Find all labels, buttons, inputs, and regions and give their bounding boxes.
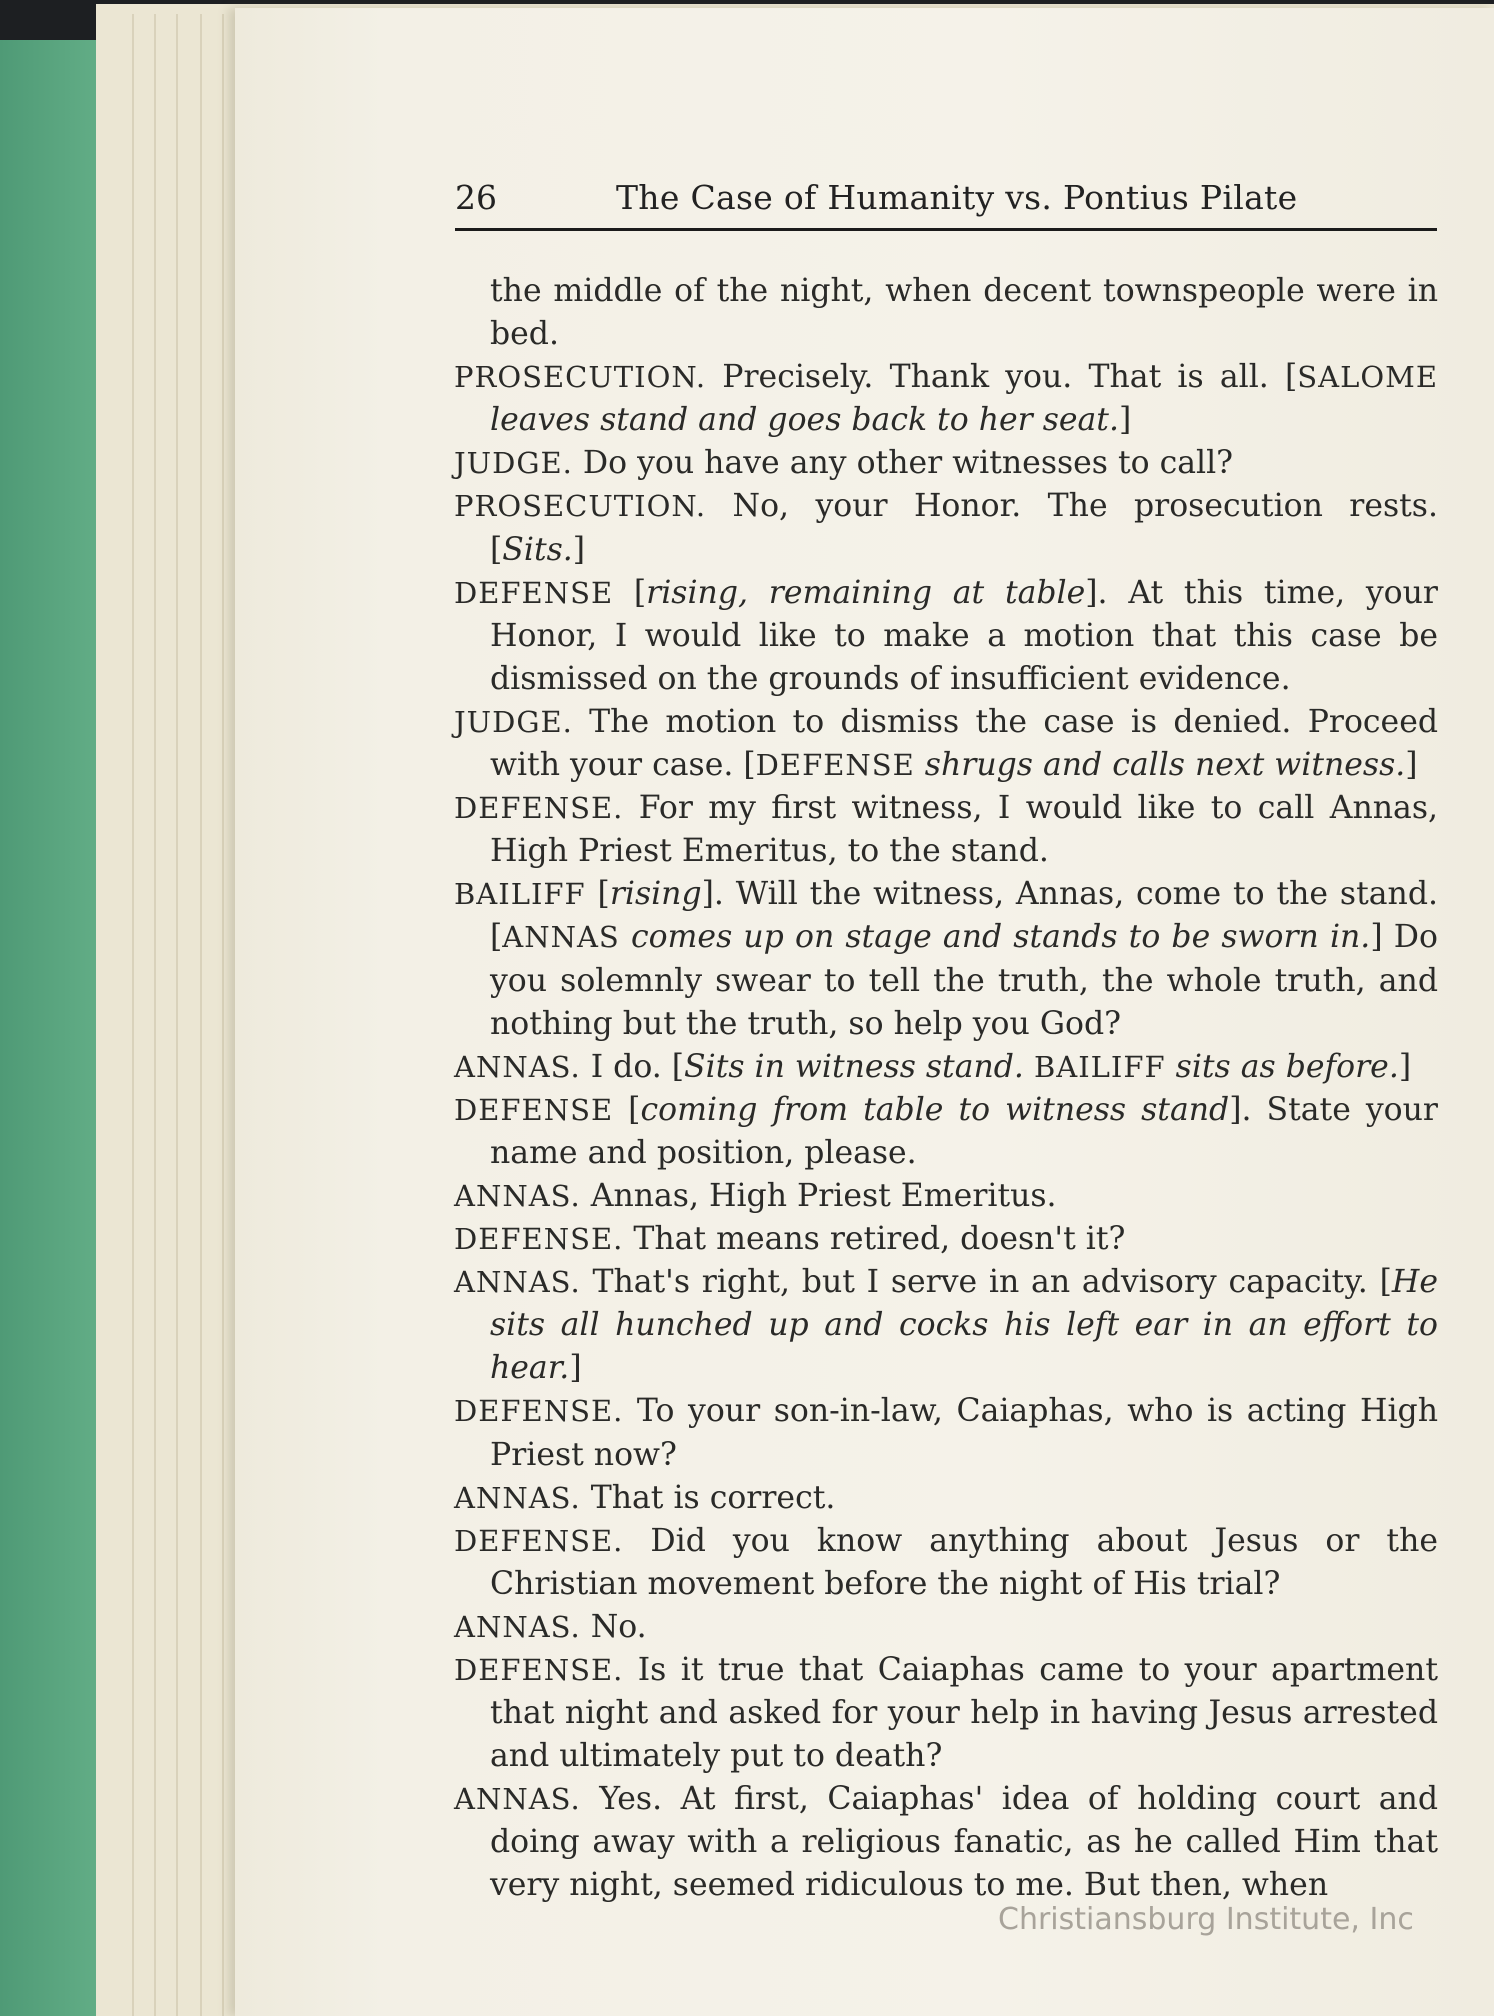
dialogue-text: I do. [ bbox=[580, 1048, 685, 1085]
dialogue-text: To your son-in-law, Caiaphas, who is acting High Priest now? bbox=[490, 1393, 1438, 1473]
dialogue-text: ] bbox=[1118, 402, 1132, 439]
dialogue-paragraph bbox=[454, 270, 1438, 356]
speaker-name: DEFENSE. bbox=[454, 1523, 624, 1558]
dialogue-text: ]. State your name and position, please. bbox=[490, 1091, 1438, 1171]
speaker-name: DEFENSE. bbox=[454, 1394, 624, 1429]
speaker-name: PROSECUTION. bbox=[454, 360, 707, 395]
page-edge-line bbox=[132, 14, 134, 2016]
dialogue-text: ] Do you solemnly swear to tell the truth, the whole truth, and nothing but the truth, so help you God? bbox=[490, 919, 1438, 1042]
page-header bbox=[455, 178, 1437, 232]
dialogue-paragraph bbox=[454, 1175, 1438, 1218]
stage-direction: Sits in witness stand. bbox=[684, 1048, 1034, 1085]
character-name: SALOME bbox=[1297, 360, 1438, 395]
dialogue-text: That is correct. bbox=[580, 1479, 836, 1516]
watermark: Christiansburg Institute, Inc bbox=[998, 1902, 1414, 1937]
dialogue-paragraph bbox=[454, 1261, 1438, 1390]
stage-direction: Sits. bbox=[502, 531, 573, 568]
speaker-name: DEFENSE. bbox=[454, 1653, 624, 1687]
speaker-name: JUDGE. bbox=[454, 446, 573, 481]
speaker-name: ANNAS. bbox=[454, 1265, 581, 1300]
dialogue-paragraph bbox=[454, 1089, 1438, 1175]
character-name: ANNAS bbox=[502, 920, 620, 955]
stage-direction: rising bbox=[609, 876, 702, 913]
stage-direction: leaves stand and goes back to her seat. bbox=[490, 402, 1119, 439]
page-edge-line bbox=[154, 14, 156, 2016]
stage-direction: coming from table to witness stand bbox=[640, 1091, 1230, 1128]
dialogue-text: the middle of the night, when decent townspeople were in bed. bbox=[490, 273, 1438, 353]
stage-direction: sits as before. bbox=[1165, 1048, 1399, 1085]
stage-direction: shrugs and calls next witness. bbox=[914, 747, 1406, 784]
dialogue-paragraph bbox=[454, 1218, 1438, 1261]
dialogue-text: ] bbox=[1398, 1048, 1412, 1085]
dialogue-text: That's right, but I serve in an advisory capacity. [ bbox=[580, 1264, 1392, 1301]
dialogue-paragraph bbox=[454, 356, 1438, 442]
dialogue-paragraph bbox=[454, 701, 1438, 787]
speaker-name: DEFENSE. bbox=[454, 791, 624, 826]
dialogue-text: Annas, High Priest Emeritus. bbox=[580, 1177, 1057, 1214]
dialogue-paragraph bbox=[454, 1606, 1438, 1649]
page-edge-line bbox=[176, 14, 178, 2016]
dialogue-text: ] bbox=[572, 531, 586, 568]
speaker-name: ANNAS. bbox=[454, 1178, 581, 1213]
dialogue-text: [ bbox=[585, 876, 610, 913]
dialogue-text: [ bbox=[613, 574, 647, 611]
dialogue-text: For my first witness, I would like to call Annas, High Priest Emeritus, to the stand. bbox=[490, 790, 1438, 870]
speaker-name: ANNAS. bbox=[454, 1480, 581, 1515]
dialogue-paragraph bbox=[454, 1477, 1438, 1520]
speaker-name: PROSECUTION. bbox=[454, 489, 707, 524]
character-name: BAILIFF bbox=[1033, 1049, 1166, 1084]
character-name: DEFENSE bbox=[755, 748, 915, 783]
dialogue-paragraph bbox=[454, 873, 1438, 1045]
dialogue-text: The motion to dismiss the case is denied. Proceed with your case. [ bbox=[490, 703, 1438, 784]
dialogue-text: No, your Honor. The prosecution rests. [ bbox=[490, 488, 1438, 568]
dialogue-text: Yes. At first, Caiaphas' idea of holding court and doing away with a religious fanatic, as he called Him that very night, seemed ridiculous to me. But then, when bbox=[490, 1781, 1438, 1904]
stage-direction: He sits all hunched up and cocks his left ear in an effort to hear. bbox=[490, 1264, 1438, 1387]
dialogue-paragraph bbox=[454, 1520, 1438, 1606]
page-edge-line bbox=[200, 14, 202, 2016]
dialogue-text: Precisely. Thank you. That is all. [ bbox=[706, 359, 1298, 396]
dialogue-text: That means retired, doesn't it? bbox=[623, 1221, 1126, 1258]
dialogue-text: No. bbox=[580, 1608, 647, 1645]
stage-direction: rising, remaining at table bbox=[646, 574, 1086, 611]
dialogue-paragraph bbox=[454, 787, 1438, 873]
play-text bbox=[454, 270, 1438, 1908]
dialogue-text: ] bbox=[569, 1350, 582, 1387]
dialogue-paragraph bbox=[454, 1046, 1438, 1089]
speaker-name: ANNAS. bbox=[454, 1049, 581, 1084]
page-edge-line bbox=[222, 14, 224, 2016]
page-number: 26 bbox=[455, 178, 497, 217]
dialogue-text: ]. Will the witness, Annas, come to the stand. [ bbox=[490, 876, 1438, 956]
speaker-name: ANNAS. bbox=[454, 1782, 581, 1817]
dialogue-text: ]. At this time, your Honor, I would like to make a motion that this case be dismissed on the grounds of insufficient evidence. bbox=[490, 574, 1438, 697]
dialogue-text: ] bbox=[1405, 747, 1418, 784]
speaker-name: BAILIFF bbox=[454, 877, 586, 912]
dialogue-text: Is it true that Caiaphas came to your apartment that night and asked for your help in having Jesus arrested and ultimately put to death? bbox=[490, 1652, 1438, 1775]
running-head: The Case of Humanity vs. Pontius Pilate bbox=[616, 178, 1298, 217]
dialogue-paragraph bbox=[454, 1649, 1438, 1778]
dialogue-paragraph bbox=[454, 1778, 1438, 1907]
dialogue-paragraph bbox=[454, 442, 1438, 485]
speaker-name: DEFENSE. bbox=[454, 1222, 624, 1257]
dialogue-text: Do you have any other witnesses to call? bbox=[572, 445, 1234, 482]
header-rule bbox=[455, 228, 1437, 231]
dialogue-text: Did you know anything about Jesus or the Christian movement before the night of His trial? bbox=[490, 1522, 1438, 1602]
speaker-name: ANNAS. bbox=[454, 1609, 581, 1644]
dialogue-paragraph bbox=[454, 1390, 1438, 1476]
dialogue-paragraph bbox=[454, 485, 1438, 571]
stage-direction: comes up on stage and stands to be sworn in. bbox=[619, 919, 1371, 956]
dialogue-text: [ bbox=[613, 1091, 641, 1128]
dialogue-paragraph bbox=[454, 572, 1438, 701]
speaker-name: DEFENSE bbox=[454, 575, 614, 610]
speaker-name: DEFENSE bbox=[454, 1092, 614, 1127]
speaker-name: JUDGE. bbox=[454, 704, 573, 739]
